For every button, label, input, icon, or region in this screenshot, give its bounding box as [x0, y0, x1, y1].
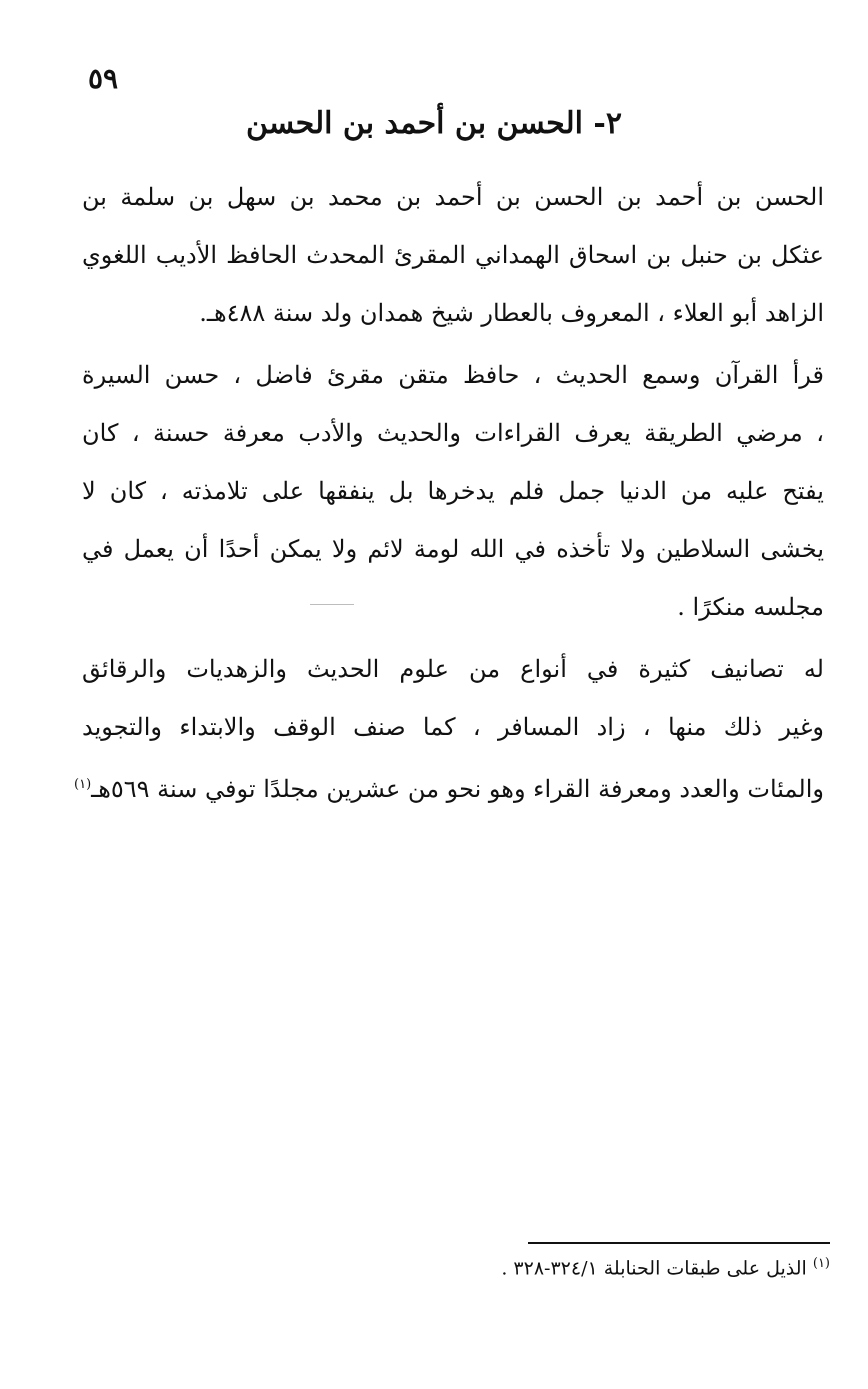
text-line-with-footnote: [74, 756, 824, 818]
footnote-rule: [528, 1242, 830, 1244]
paragraph-biography: [82, 168, 824, 342]
text-line: مجلسه منكرًا .: [677, 593, 824, 621]
page-title: ٢- الحسن بن أحمد بن الحسن: [245, 106, 623, 141]
footnote-reference[interactable]: (١): [74, 777, 92, 792]
footnote-text: الذيل على طبقات الحنابلة ٣٢٤/١-٣٢٨ .: [501, 1257, 807, 1280]
text-line: عثكل بن حنبل بن اسحاق الهمداني المقرئ المحدث الحافظ الأديب اللغوي: [82, 241, 824, 269]
text-line: والمئات والعدد ومعرفة القراء وهو نحو من عشرين مجلدًا توفي سنة ٥٦٩هـ: [91, 775, 824, 803]
text-line: يفتح عليه من الدنيا جمل فلم يدخرها بل ينفقها على تلامذته ، كان لا: [82, 477, 824, 505]
scan-smudge: [310, 604, 354, 605]
text-line: قرأ القرآن وسمع الحديث ، حافظ متقن مقرئ فاضل ، حسن السيرة: [82, 361, 824, 389]
text-line: الحسن بن أحمد بن الحسن بن أحمد بن محمد بن سهل بن سلمة بن: [82, 183, 824, 211]
text-line: وغير ذلك منها ، زاد المسافر ، كما صنف الوقف والابتداء والتجويد: [82, 713, 824, 741]
footnote-marker: (١): [812, 1256, 830, 1271]
paragraph-works: [74, 640, 824, 818]
text-line: الزاهد أبو العلاء ، المعروف بالعطار شيخ همدان ولد سنة ٤٨٨هـ.: [199, 299, 824, 327]
paragraph-character: [82, 346, 824, 636]
text-line: ، مرضي الطريقة يعرف القراءات والحديث والأدب معرفة حسنة ، كان: [82, 419, 824, 447]
footnote: [360, 1256, 830, 1279]
text-line: له تصانيف كثيرة في أنواع من علوم الحديث والزهديات والرقائق: [82, 655, 824, 683]
text-line: يخشى السلاطين ولا تأخذه في الله لومة لائم ولا يمكن أحدًا أن يعمل في: [82, 535, 824, 563]
page-number: ٥٩: [88, 62, 119, 95]
